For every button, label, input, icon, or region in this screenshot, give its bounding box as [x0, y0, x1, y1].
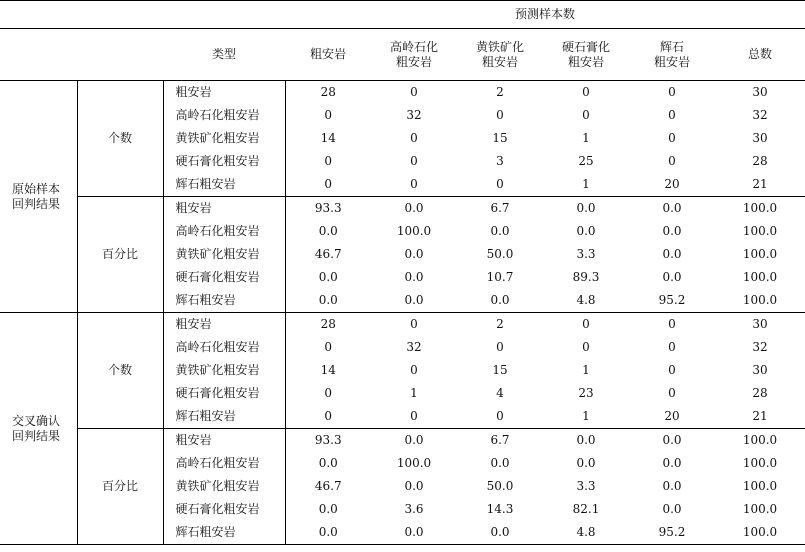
table-cell: 0.0: [662, 456, 682, 470]
header-spacer: [0, 1, 285, 29]
table-cell: 0: [410, 131, 418, 145]
table-cell: 93.3: [314, 201, 342, 215]
table-cell: 0.0: [662, 224, 682, 238]
table-cell: 23: [578, 386, 594, 400]
row-type-label: 粗安岩: [163, 197, 285, 221]
table-cell: 21: [715, 405, 805, 429]
table-cell: 0: [410, 85, 418, 99]
table-cell: 0.0: [404, 201, 424, 215]
row-type-label: 硬石膏化粗安岩: [163, 150, 285, 173]
table-cell: 0: [324, 386, 333, 400]
table-cell: 4: [496, 386, 504, 400]
row-type-label: 硬石膏化粗安岩: [163, 498, 285, 521]
table-cell: 0.0: [404, 479, 424, 493]
block-label: 百分比: [77, 197, 163, 313]
table-cell: 15: [492, 363, 508, 377]
table-cell: 3.3: [576, 247, 596, 261]
table-cell: 14: [320, 131, 336, 145]
table-cell: 20: [629, 405, 715, 429]
col-header-pyritized: 黄铁矿化 粗安岩: [457, 29, 543, 81]
table-row: [0, 81, 805, 105]
table-cell: 30: [752, 363, 768, 377]
table-cell: 10.7: [486, 270, 514, 284]
col-header-pyroxene: 辉石 粗安岩: [629, 29, 715, 81]
table-cell: 0.0: [576, 224, 596, 238]
table-cell: 0: [324, 108, 333, 122]
table-cell: 0: [668, 85, 676, 99]
table-cell: 0.0: [318, 502, 338, 516]
table-cell: 100.0: [396, 456, 432, 470]
row-type-label: 黄铁矿化粗安岩: [163, 127, 285, 150]
row-type-label: 粗安岩: [163, 313, 285, 337]
table-cell: 32: [406, 340, 422, 354]
table-cell: 100.0: [715, 289, 805, 313]
row-type-label: 辉石粗安岩: [163, 289, 285, 313]
row-type-label: 高岭石化粗安岩: [163, 104, 285, 127]
table-cell: 95.2: [629, 289, 715, 313]
table-cell: 0.0: [457, 289, 543, 313]
table-cell: 0: [582, 317, 590, 331]
table-cell: 0.0: [285, 289, 371, 313]
table-cell: 0.0: [404, 433, 424, 447]
row-type-label: 高岭石化粗安岩: [163, 336, 285, 359]
table-cell: 93.3: [314, 433, 342, 447]
group-label: 原始样本 回判结果: [0, 81, 77, 313]
table-cell: 0: [668, 317, 676, 331]
table-cell: 28: [320, 317, 336, 331]
table-cell: 0: [410, 154, 418, 168]
row-type-label: 硬石膏化粗安岩: [163, 266, 285, 289]
table-cell: 0.0: [457, 521, 543, 545]
row-type-label: 粗安岩: [163, 81, 285, 105]
row-type-label: 辉石粗安岩: [163, 173, 285, 197]
table-cell: 0: [496, 108, 504, 122]
table-cell: 0.0: [662, 433, 682, 447]
table-cell: 0: [285, 173, 371, 197]
table-cell: 4.8: [543, 521, 629, 545]
block-label: 百分比: [77, 429, 163, 545]
table-cell: 89.3: [572, 270, 600, 284]
table-cell: 30: [752, 131, 768, 145]
table-cell: 3: [496, 154, 504, 168]
table-cell: 100.0: [742, 502, 778, 516]
row-type-label: 黄铁矿化粗安岩: [163, 243, 285, 266]
table-cell: 14: [320, 363, 336, 377]
table-cell: 0: [582, 108, 590, 122]
table-cell: 0.0: [576, 456, 596, 470]
table-row: [0, 313, 805, 337]
table-cell: 0: [324, 340, 333, 354]
table-cell: 0.0: [404, 247, 424, 261]
table-cell: 4.8: [543, 289, 629, 313]
table-cell: 0: [457, 405, 543, 429]
col-header-anhydritized: 硬石膏化 粗安岩: [543, 29, 629, 81]
table-row: [0, 429, 805, 453]
table-cell: 0.0: [490, 456, 510, 470]
group-label: 交叉确认 回判结果: [0, 313, 77, 545]
table-cell: 0: [371, 173, 457, 197]
table-cell: 50.0: [486, 247, 514, 261]
table-cell: 0.0: [318, 270, 338, 284]
table-cell: 32: [752, 108, 768, 122]
table-cell: 0.0: [285, 521, 371, 545]
table-cell: 28: [752, 154, 768, 168]
row-type-label: 辉石粗安岩: [163, 405, 285, 429]
column-header-row: [0, 29, 805, 81]
table-cell: 2: [496, 317, 504, 331]
table-cell: 28: [752, 386, 768, 400]
table-cell: 100.0: [396, 224, 432, 238]
table-cell: 25: [578, 154, 594, 168]
header-spacer: [0, 29, 163, 81]
table-cell: 95.2: [629, 521, 715, 545]
table-cell: 0: [668, 154, 676, 168]
table-cell: 0.0: [662, 479, 682, 493]
table-cell: 3.6: [404, 502, 424, 516]
row-type-label: 高岭石化粗安岩: [163, 220, 285, 243]
table-cell: 3.3: [576, 479, 596, 493]
header-top-row: [0, 1, 805, 29]
table-cell: 6.7: [490, 433, 510, 447]
table-cell: 1: [543, 173, 629, 197]
table-cell: 1: [582, 131, 590, 145]
table-cell: 32: [406, 108, 422, 122]
table-cell: 0.0: [490, 224, 510, 238]
table-cell: 0.0: [318, 224, 338, 238]
table-cell: 2: [496, 85, 504, 99]
table-cell: 0.0: [576, 433, 596, 447]
table-cell: 0.0: [371, 521, 457, 545]
table-cell: 82.1: [572, 502, 600, 516]
type-column-header: 类型: [163, 29, 285, 81]
table-cell: 30: [752, 317, 768, 331]
block-label: 个数: [77, 313, 163, 429]
table-cell: 28: [320, 85, 336, 99]
table-cell: 20: [629, 173, 715, 197]
table-cell: 0: [371, 405, 457, 429]
col-header-total: 总数: [715, 29, 805, 81]
table-cell: 6.7: [490, 201, 510, 215]
table-cell: 50.0: [486, 479, 514, 493]
table-body: [0, 1, 805, 545]
table-cell: 0: [457, 173, 543, 197]
table-cell: 100.0: [742, 201, 778, 215]
table-cell: 100.0: [742, 433, 778, 447]
table-cell: 0.0: [576, 201, 596, 215]
col-header-kaolinized: 高岭石化 粗安岩: [371, 29, 457, 81]
table-cell: 100.0: [742, 479, 778, 493]
table-cell: 0.0: [404, 270, 424, 284]
table-cell: 0: [410, 363, 418, 377]
table-cell: 1: [582, 363, 590, 377]
table-cell: 1: [543, 405, 629, 429]
table-cell: 14.3: [486, 502, 514, 516]
table-cell: 46.7: [314, 247, 342, 261]
table-cell: 100.0: [742, 247, 778, 261]
table-cell: 0: [668, 340, 676, 354]
table-cell: 0.0: [662, 270, 682, 284]
table-cell: 0.0: [662, 247, 682, 261]
table-cell: 0: [668, 363, 676, 377]
table-cell: 0.0: [318, 456, 338, 470]
table-cell: 30: [752, 85, 768, 99]
table-cell: 100.0: [742, 224, 778, 238]
table-cell: 15: [492, 131, 508, 145]
row-type-label: 辉石粗安岩: [163, 521, 285, 545]
table-cell: 1: [410, 386, 418, 400]
table-cell: 46.7: [314, 479, 342, 493]
row-type-label: 黄铁矿化粗安岩: [163, 475, 285, 498]
table-cell: 0: [496, 340, 504, 354]
row-type-label: 高岭石化粗安岩: [163, 452, 285, 475]
table-cell: 0: [410, 317, 418, 331]
block-label: 个数: [77, 81, 163, 197]
table-cell: 0: [285, 405, 371, 429]
table-cell: 0.0: [662, 502, 682, 516]
table-row: [0, 197, 805, 221]
predicted-samples-header: 预测样本数: [285, 1, 805, 29]
table-cell: 0: [668, 386, 676, 400]
table-cell: 32: [752, 340, 768, 354]
table-cell: 0: [668, 108, 676, 122]
table-cell: 0.0: [371, 289, 457, 313]
col-header-andesite: 粗安岩: [285, 29, 371, 81]
table-cell: 100.0: [742, 270, 778, 284]
table-cell: 0: [324, 154, 333, 168]
table-cell: 0: [582, 340, 590, 354]
table-cell: 0: [668, 131, 676, 145]
table-cell: 0: [582, 85, 590, 99]
table-cell: 100.0: [742, 456, 778, 470]
table-cell: 100.0: [715, 521, 805, 545]
table-cell: 21: [715, 173, 805, 197]
row-type-label: 粗安岩: [163, 429, 285, 453]
row-type-label: 黄铁矿化粗安岩: [163, 359, 285, 382]
table-cell: 0.0: [662, 201, 682, 215]
row-type-label: 硬石膏化粗安岩: [163, 382, 285, 405]
